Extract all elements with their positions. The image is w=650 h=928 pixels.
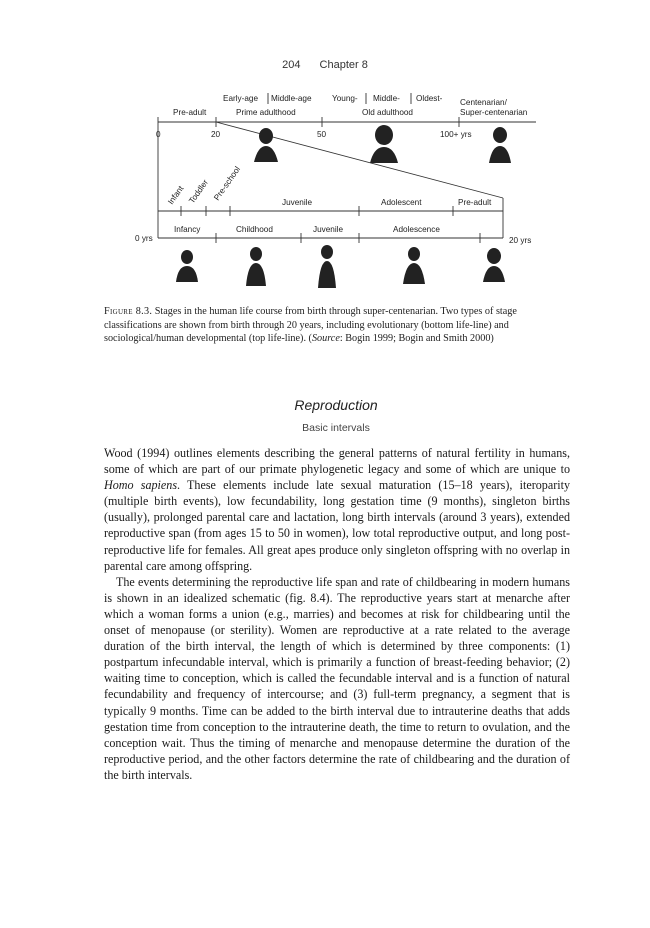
tick-label-0: 0 xyxy=(156,130,161,139)
body-text xyxy=(104,445,570,783)
paragraph-1-part-a: Wood (1994) outlines elements describing the general patterns of natural fertility in humans, some of which are part of our primate phylogenetic legacy and some of which are unique to xyxy=(104,446,570,477)
label-evo-pre-adult: Pre-adult xyxy=(458,198,492,207)
label-childhood: Childhood xyxy=(236,225,273,234)
caption-text-1: Stages in the human life course from birth through super-centenarian. Two types of stage classifications are shown from birth through 20 years, including evolutionary (bottom life-line) and sociological/human developmental (top life-line). ( xyxy=(104,306,517,345)
paragraph-2: The events determining the reproductive life span and rate of childbearing in modern humans is shown in an idealized schematic (fig. 8.4). The reproductive years start at menarche after which a woman forms a union (e.g., marries) and becomes at risk for childbearing until the onset of menopause (or sterility). Women are reproductive at a rate related to the average duration of the birth interval, the length of which is determined by three components: (1) postpartum infecundable interval, which is primarily a function of breast-feeding behavior; (2) waiting time to conception, which is called the fecundable interval and is a function of natural fecundability and frequency of intercourse; and (3) full-term pregnancy, a segment that is typically 9 months. Time can be added to the birth interval due to intrauterine deaths that adds gestation time from conception to the intrauterine death, the time to return to ovulation, and the conception wait. Thus the timing of menarche and menopause determine the duration of the reproductive period, and the other factors determine the rate of childbearing and the duration of the birth intervals. xyxy=(104,574,570,782)
label-infancy: Infancy xyxy=(174,225,201,234)
label-middle: Middle- xyxy=(373,94,400,103)
label-early-age: Early-age xyxy=(223,94,259,103)
portrait-juvenile xyxy=(318,245,336,288)
paragraph-1-species: Homo sapiens xyxy=(104,478,178,493)
portrait-infant xyxy=(176,250,198,282)
caption-text-2: : Bogin 1999; Bogin and Smith 2000) xyxy=(339,333,494,345)
label-20-yrs: 20 yrs xyxy=(509,236,532,245)
label-bottom-juvenile: Juvenile xyxy=(313,225,344,234)
label-toddler: Toddler xyxy=(187,177,211,206)
paragraph-1-part-b: . These elements include late sexual maturation (15–18 years), iteroparity (multiple birth events), low fecundability, long gestation time (9 months), singleton births (usually), prolonged parental care and lactation, long birth intervals (around 3 years), extended reproductive span (from ages 15 to 50 in women), low total reproductive output, and long post-reproductive life for females. All great apes produce only singleton offspring with no overlap in parental care among offspring. xyxy=(104,478,570,573)
label-preschool: Pre-school xyxy=(212,164,243,203)
label-centenarian: Centenarian/ xyxy=(460,98,507,107)
label-young: Young- xyxy=(332,94,358,103)
portrait-pre-adult xyxy=(483,248,505,282)
label-adolescence: Adolescence xyxy=(393,225,440,234)
label-infant: Infant xyxy=(166,184,186,207)
tick-label-50: 50 xyxy=(317,130,327,139)
running-head xyxy=(0,59,650,71)
label-0-yrs: 0 yrs xyxy=(135,234,153,243)
chapter-label: Chapter 8 xyxy=(319,59,368,71)
label-evo-juvenile: Juvenile xyxy=(282,198,313,207)
tick-label-20: 20 xyxy=(211,130,221,139)
caption-source-label: Source xyxy=(311,333,340,345)
page-number: 204 xyxy=(282,59,301,71)
subsection-title: Basic intervals xyxy=(302,422,370,434)
portrait-child xyxy=(246,247,266,286)
label-super-centenarian: Super-centenarian xyxy=(460,108,528,117)
caption-label: Figure 8.3. xyxy=(104,306,153,317)
label-oldest: Oldest- xyxy=(416,94,443,103)
label-old-adulthood: Old adulthood xyxy=(362,108,413,117)
figure-caption xyxy=(104,305,570,346)
label-prime-adulthood: Prime adulthood xyxy=(236,108,296,117)
life-course-figure xyxy=(0,80,650,292)
paragraph-1 xyxy=(104,445,570,574)
portrait-centenarian xyxy=(489,127,511,163)
label-adolescent: Adolescent xyxy=(381,198,422,207)
tick-label-100: 100+ yrs xyxy=(440,130,472,139)
portrait-adult-2 xyxy=(370,125,398,163)
label-top-pre-adult: Pre-adult xyxy=(173,108,207,117)
portrait-adolescent xyxy=(403,247,425,284)
section-title: Reproduction xyxy=(294,397,378,413)
label-middle-age: Middle-age xyxy=(271,94,312,103)
